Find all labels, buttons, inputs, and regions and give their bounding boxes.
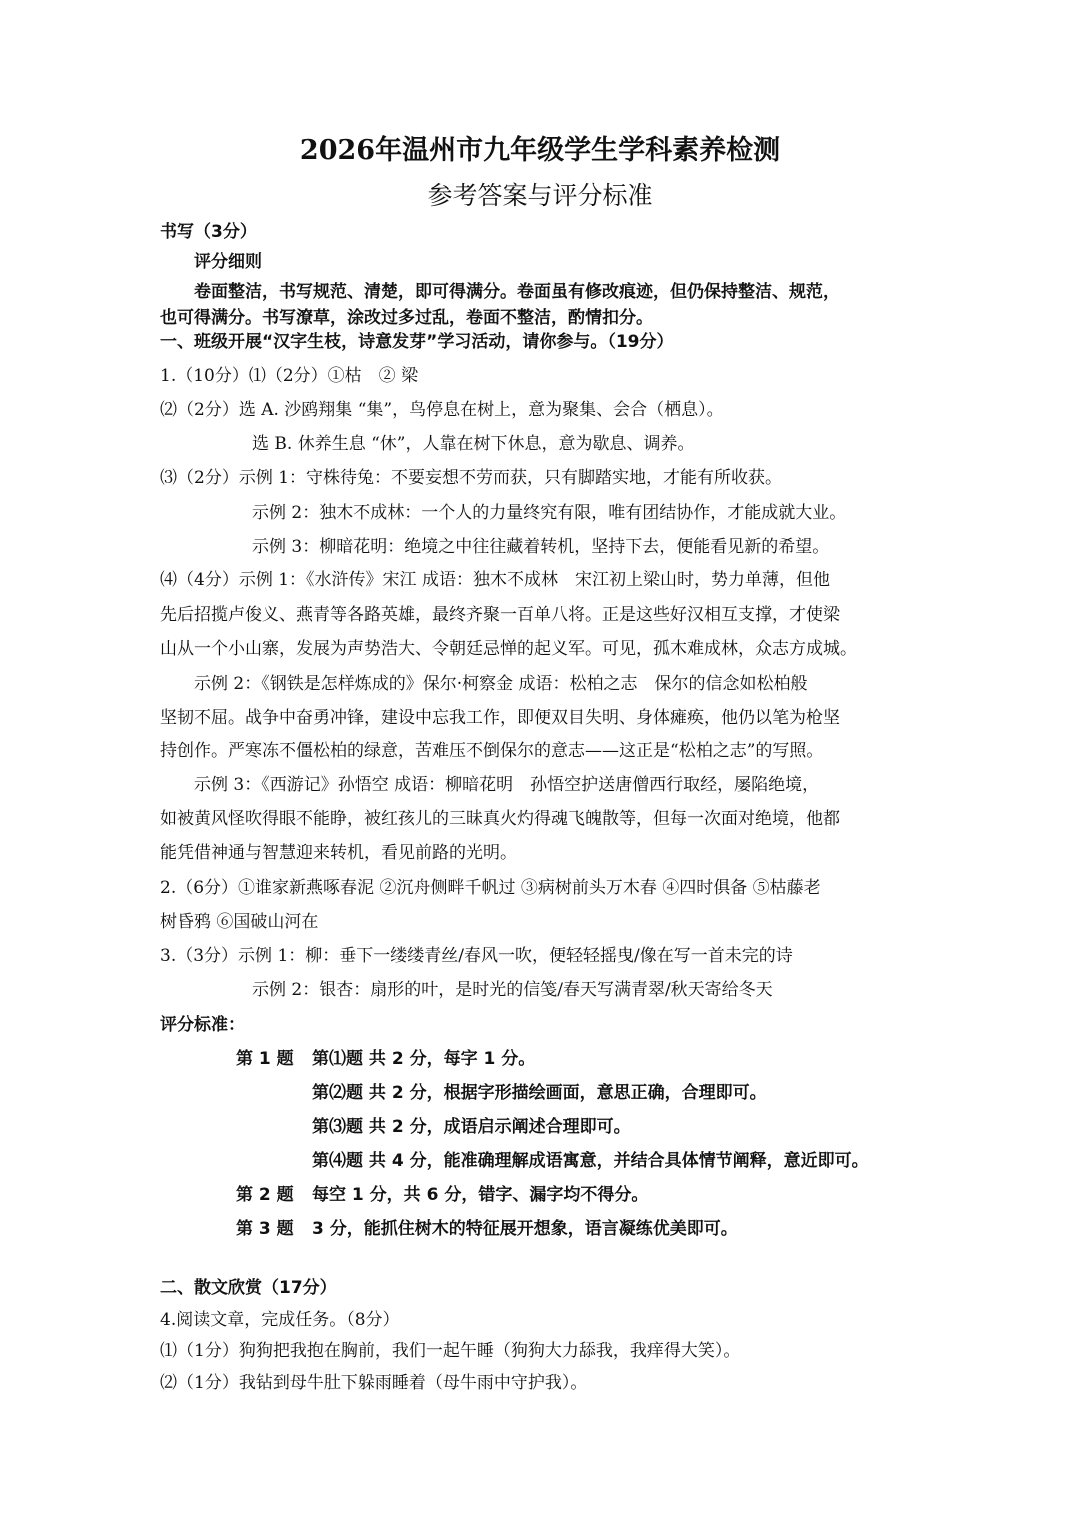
q1-line-13: 示例 3：《西游记》孙悟空 成语：柳暗花明 孙悟空护送唐僧西行取经，屡陷绝境， — [194, 775, 820, 795]
scoring-row — [236, 1083, 767, 1103]
q3-line-2: 示例 2：银杏：扇形的叶，是时光的信笺/春天写满青翠/秋天寄给冬天 — [252, 980, 773, 1000]
scoring-row-label: 第 2 题 — [236, 1185, 294, 1205]
writing-text-line-2: 也可得满分。书写潦草，涂改过多过乱，卷面不整洁，酌情扣分。 — [160, 308, 653, 328]
q1-line-1: 1.（10分）⑴（2分）①枯 ② 梁 — [160, 366, 419, 386]
scoring-row-text: 3 分，能抓住树木的特征展开想象，语言凝练优美即可。 — [312, 1219, 738, 1239]
page-title: 2026年温州市九年级学生学科素养检测 — [299, 135, 781, 166]
q4-answer-1: ⑴（1分）狗狗把我抱在胸前，我们一起午睡（狗狗大力舔我，我痒得大笑）。 — [160, 1341, 741, 1361]
scoring-row — [236, 1151, 869, 1171]
page-subtitle: 参考答案与评分标准 — [427, 181, 653, 210]
scoring-row-text: 第⑶题 共 2 分，成语启示阐述合理即可。 — [312, 1117, 631, 1137]
q1-line-3: 选 B. 休养生息 “休”，人靠在树下休息，意为歇息、调养。 — [252, 434, 695, 454]
part1-heading: 一、班级开展“汉字生枝，诗意发芽”学习活动，请你参与。（19分） — [160, 332, 674, 352]
scoring-row-text: 第⑷题 共 4 分，能准确理解成语寓意，并结合具体情节阐释，意近即可。 — [312, 1151, 869, 1171]
scoring-heading: 评分标准： — [160, 1015, 245, 1035]
scoring-row-label: 第 1 题 — [236, 1049, 294, 1069]
scoring-row-text: 每空 1 分，共 6 分，错字、漏字均不得分。 — [312, 1185, 649, 1205]
q1-line-14: 如被黄风怪吹得眼不能睁，被红孩儿的三昧真火灼得魂飞魄散等，但每一次面对绝境，他都 — [160, 809, 840, 829]
q4-prompt: 4.阅读文章，完成任务。（8分） — [160, 1310, 400, 1330]
q1-line-11: 坚韧不屈。战争中奋勇冲锋，建设中忘我工作，即便双目失明、身体瘫痪，他仍以笔为枪坚 — [160, 708, 840, 728]
q4-answer-2: ⑵（1分）我钻到母牛肚下躲雨睡着（母牛雨中守护我）。 — [160, 1373, 588, 1393]
scoring-row-text: 第⑴题 共 2 分，每字 1 分。 — [312, 1049, 536, 1069]
q1-line-7: ⑷（4分）示例 1：《水浒传》宋江 成语：独木不成林 宋江初上梁山时，势力单薄，但他 — [160, 570, 830, 590]
q1-line-12: 持创作。严寒冻不僵松柏的绿意，苦难压不倒保尔的意志——这正是“松柏之志”的写照。 — [160, 741, 824, 761]
scoring-row — [236, 1219, 738, 1239]
q1-line-8: 先后招揽卢俊义、燕青等各路英雄，最终齐聚一百单八将。正是这些好汉相互支撑，才使梁 — [160, 605, 840, 625]
q3-line-1: 3.（3分）示例 1：柳：垂下一缕缕青丝/春风一吹，便轻轻摇曳/像在写一首未完的诗 — [160, 946, 793, 966]
scoring-row — [236, 1049, 535, 1069]
scoring-row-label: 第 3 题 — [236, 1219, 294, 1239]
q2-line-1: 2.（6分）①谁家新燕啄春泥 ②沉舟侧畔千帆过 ③病树前头万木春 ④四时俱备 ⑤枯藤老 — [160, 878, 821, 898]
q1-line-4: ⑶（2分）示例 1：守株待兔：不要妄想不劳而获，只有脚踏实地，才能有所收获。 — [160, 468, 783, 488]
q1-line-6: 示例 3：柳暗花明：绝境之中往往藏着转机，坚持下去，便能看见新的希望。 — [252, 537, 830, 557]
scoring-row-text: 第⑵题 共 2 分，根据字形描绘画面，意思正确，合理即可。 — [312, 1083, 767, 1103]
part2-heading: 二、散文欣赏（17分） — [160, 1278, 337, 1298]
scoring-row — [236, 1185, 648, 1205]
writing-text-line-1: 卷面整洁，书写规范、清楚，即可得满分。卷面虽有修改痕迹，但仍保持整洁、规范， — [194, 282, 840, 302]
q1-line-15: 能凭借神通与智慧迎来转机，看见前路的光明。 — [160, 843, 517, 863]
q1-line-5: 示例 2：独木不成林：一个人的力量终究有限，唯有团结协作，才能成就大业。 — [252, 503, 847, 523]
q1-line-10: 示例 2：《钢铁是怎样炼成的》保尔·柯察金 成语：松柏之志 保尔的信念如松柏般 — [194, 674, 808, 694]
writing-subheading: 评分细则 — [194, 252, 262, 272]
q1-line-9: 山从一个小山寨，发展为声势浩大、令朝廷忌惮的起义军。可见，孤木难成林，众志方成城。 — [160, 639, 857, 659]
q1-line-2: ⑵（2分）选 A. 沙鸥翔集 “集”，鸟停息在树上，意为聚集、会合（栖息）。 — [160, 400, 724, 420]
q2-line-2: 树昏鸦 ⑥国破山河在 — [160, 912, 319, 932]
writing-heading: 书写（3分） — [160, 222, 257, 242]
scoring-row — [236, 1117, 631, 1137]
